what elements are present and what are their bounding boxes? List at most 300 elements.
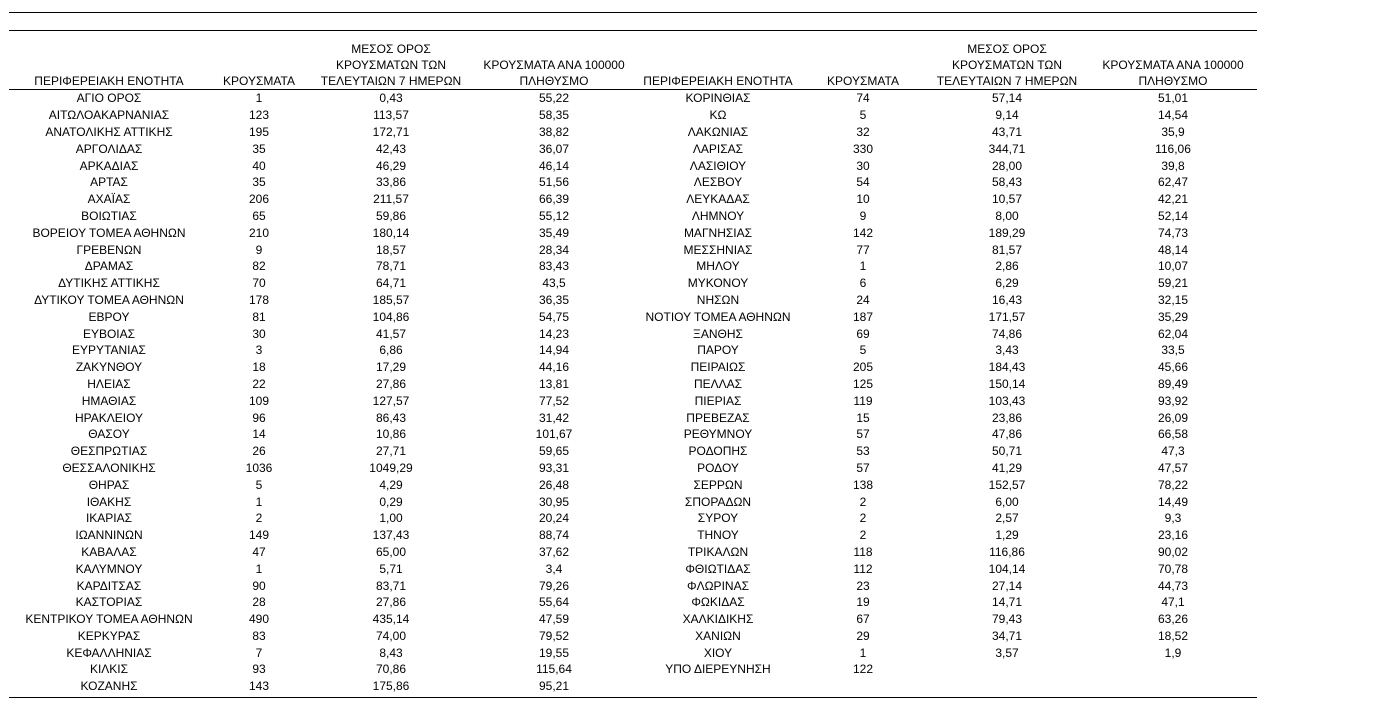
table-row [9, 224, 1257, 241]
table-row [9, 443, 1257, 460]
cell-avg7-right: 9,14 [995, 108, 1019, 123]
col-header-avg7-right: ΜΕΣΟΣ ΟΡΟΣ ΚΡΟΥΣΜΑΤΩΝ ΤΩΝ ΤΕΛΕΥΤΑΙΩΝ 7 ΗΜΕΡΩΝ [925, 38, 1089, 90]
cell-avg7-left: 6,86 [379, 343, 403, 358]
table-row [9, 124, 1257, 141]
cell-per100k-left: 95,21 [538, 679, 570, 694]
cell-region-left: ΕΥΒΟΙΑΣ [82, 326, 136, 341]
cell-cases-left: 30 [252, 326, 266, 341]
cell-cases-left: 82 [252, 259, 266, 274]
cell-per100k-right: 35,9 [1161, 124, 1185, 139]
cell-region-left: ΚΕΡΚΥΡΑΣ [77, 628, 141, 643]
cell-region-right: ΣΕΡΡΩΝ [693, 477, 743, 492]
cell-cases-left: 210 [248, 225, 270, 240]
cell-avg7-left: 1,00 [379, 511, 403, 526]
cell-per100k-left: 35,49 [538, 225, 570, 240]
cell-per100k-right: 51,01 [1157, 91, 1189, 106]
cell-region-left: ΕΥΡΥΤΑΝΙΑΣ [72, 343, 146, 358]
cell-cases-right: 122 [852, 662, 874, 677]
cell-cases-right: 142 [852, 225, 874, 240]
cell-per100k-left: 19,55 [538, 645, 570, 660]
cell-cases-left: 5 [255, 477, 263, 492]
table-row [9, 409, 1257, 426]
cell-cases-left: 1 [255, 494, 263, 509]
cell-per100k-right: 47,1 [1161, 595, 1185, 610]
table-row [9, 174, 1257, 191]
table-row [9, 644, 1257, 661]
table-row [9, 510, 1257, 527]
cell-cases-right: 24 [856, 292, 870, 307]
cell-avg7-left: 27,86 [375, 595, 407, 610]
cell-per100k-right: 42,21 [1157, 192, 1189, 207]
cell-avg7-right: 2,57 [995, 511, 1019, 526]
cell-avg7-right: 3,57 [995, 645, 1019, 660]
cell-avg7-right: 6,00 [995, 494, 1019, 509]
cell-per100k-left: 20,24 [538, 511, 570, 526]
cell-per100k-left: 36,35 [538, 292, 570, 307]
cell-avg7-right: 50,71 [991, 444, 1023, 459]
cell-avg7-left: 65,00 [375, 544, 407, 559]
cell-region-left: ΘΗΡΑΣ [88, 477, 130, 492]
cell-cases-left: 83 [252, 628, 266, 643]
cell-cases-left: 2 [255, 511, 263, 526]
cell-per100k-left: 55,22 [538, 91, 570, 106]
cell-region-right: ΡΟΔΟΥ [697, 460, 739, 475]
cell-per100k-right: 116,06 [1155, 141, 1191, 156]
cell-avg7-left: 59,86 [375, 208, 407, 223]
col-header-per100k-right: ΚΡΟΥΣΜΑΤΑ ΑΝΑ 100000 ΠΛΗΘΥΣΜΟ [1089, 38, 1257, 90]
table-row [9, 107, 1257, 124]
cell-per100k-right: 1,9 [1164, 645, 1182, 660]
cell-per100k-left: 59,65 [538, 444, 570, 459]
cell-cases-right: 6 [859, 276, 867, 291]
cell-per100k-right: 47,57 [1157, 460, 1189, 475]
cell-region-right: ΠΑΡΟΥ [697, 343, 739, 358]
cell-region-right: ΠΙΕΡΙΑΣ [694, 393, 742, 408]
regional-cases-table [9, 38, 1257, 695]
cell-region-left: ΔΥΤΙΚΟΥ ΤΟΜΕΑ ΑΘΗΝΩΝ [34, 292, 184, 307]
col-header-avg7-left: ΜΕΣΟΣ ΟΡΟΣ ΚΡΟΥΣΜΑΤΩΝ ΤΩΝ ΤΕΛΕΥΤΑΙΩΝ 7 ΗΜΕΡΩΝ [309, 38, 473, 90]
cell-cases-right: 1 [859, 259, 867, 274]
table-row [9, 140, 1257, 157]
cell-avg7-right: 8,00 [995, 208, 1019, 223]
table-row [9, 560, 1257, 577]
cell-region-right: ΝΗΣΩΝ [696, 292, 740, 307]
cell-per100k-left: 101,67 [535, 427, 573, 442]
cell-per100k-left: 38,82 [538, 124, 570, 139]
cell-per100k-left: 44,16 [538, 360, 570, 375]
cell-region-left: ΖΑΚΥΝΘΟΥ [75, 360, 143, 375]
cell-avg7-right: 79,43 [991, 612, 1023, 627]
cell-region-right [635, 678, 801, 695]
cell-region-left: ΑΡΓΟΛΙΔΑΣ [75, 141, 143, 156]
cell-region-right: ΛΑΚΩΝΙΑΣ [687, 124, 749, 139]
bottom-rule [9, 697, 1257, 698]
cell-cases-left: 143 [248, 679, 270, 694]
cell-avg7-left: 64,71 [375, 276, 407, 291]
cell-avg7-right: 47,86 [991, 427, 1023, 442]
cell-cases-left: 35 [252, 175, 266, 190]
cell-per100k-right: 47,3 [1161, 444, 1185, 459]
cell-avg7-right: 3,43 [995, 343, 1019, 358]
cell-cases-left: 96 [252, 410, 266, 425]
cell-per100k-left: 58,35 [538, 108, 570, 123]
cell-region-right: ΧΑΛΚΙΔΙΚΗΣ [682, 612, 754, 627]
cell-region-left: ΚΙΛΚΙΣ [89, 662, 129, 677]
cell-per100k-left: 115,64 [536, 662, 572, 677]
cell-per100k-left: 26,48 [538, 477, 570, 492]
cell-per100k-right [1089, 678, 1257, 695]
cell-cases-right: 138 [852, 477, 874, 492]
cell-per100k-left: 88,74 [538, 528, 570, 543]
cell-region-right: ΠΕΛΛΑΣ [693, 376, 743, 391]
cell-cases-left: 9 [255, 242, 263, 257]
col-header-cases-right: ΚΡΟΥΣΜΑΤΑ [801, 38, 925, 90]
cell-cases-right: 119 [853, 393, 873, 408]
cell-avg7-right: 27,14 [991, 578, 1023, 593]
cell-region-left: ΒΟΡΕΙΟΥ ΤΟΜΕΑ ΑΘΗΝΩΝ [32, 225, 186, 240]
cell-cases-left: 28 [252, 595, 266, 610]
cell-avg7-right: 14,71 [991, 595, 1023, 610]
cell-cases-left: 47 [252, 544, 266, 559]
cell-region-left: ΗΜΑΘΙΑΣ [81, 393, 137, 408]
cell-cases-right: 9 [859, 208, 867, 223]
cell-per100k-right: 26,09 [1157, 410, 1189, 425]
cell-avg7-right: 57,14 [991, 91, 1023, 106]
table-row [9, 308, 1257, 325]
cell-region-left: ΚΑΛΥΜΝΟΥ [75, 561, 143, 576]
cell-per100k-right: 62,04 [1157, 326, 1189, 341]
cell-avg7-right: 41,29 [991, 460, 1023, 475]
cell-cases-right: 1 [859, 645, 867, 660]
cell-avg7-right: 81,57 [991, 242, 1023, 257]
cell-region-right: ΚΟΡΙΝΘΙΑΣ [685, 91, 751, 106]
cell-cases-left: 26 [252, 444, 266, 459]
table-row [9, 476, 1257, 493]
cell-cases-left: 3 [255, 343, 263, 358]
cell-avg7-left: 1049,29 [369, 460, 413, 475]
cell-per100k-right: 90,02 [1157, 544, 1189, 559]
cell-per100k-left: 55,12 [538, 208, 570, 223]
cell-avg7-right: 152,57 [988, 477, 1026, 492]
table-row [9, 342, 1257, 359]
cell-region-left: ΘΕΣΣΑΛΟΝΙΚΗΣ [62, 460, 156, 475]
cell-avg7-left: 175,86 [372, 679, 410, 694]
cell-cases-right: 53 [856, 444, 870, 459]
table-body [9, 90, 1257, 695]
cell-region-right: ΜΗΛΟΥ [696, 259, 740, 274]
cell-per100k-right: 74,73 [1157, 225, 1189, 240]
cell-cases-left: 178 [248, 292, 270, 307]
cell-avg7-right: 10,57 [991, 192, 1023, 207]
cell-cases-left: 149 [248, 528, 270, 543]
cell-avg7-left: 185,57 [372, 292, 410, 307]
cell-region-right: ΛΕΥΚΑΔΑΣ [686, 192, 750, 207]
cell-per100k-right [1089, 661, 1257, 678]
cell-per100k-right: 44,73 [1157, 578, 1189, 593]
cell-avg7-left: 70,86 [375, 662, 407, 677]
cell-per100k-right: 62,47 [1157, 175, 1189, 190]
cell-cases-right [801, 678, 925, 695]
cell-region-left: ΔΥΤΙΚΗΣ ΑΤΤΙΚΗΣ [58, 276, 160, 291]
cell-avg7-right: 116,86 [989, 544, 1025, 559]
cell-region-left: ΒΟΙΩΤΙΑΣ [81, 208, 137, 223]
cell-per100k-left: 14,94 [538, 343, 570, 358]
cell-per100k-left: 51,56 [538, 175, 570, 190]
cell-region-right: ΛΕΣΒΟΥ [693, 175, 743, 190]
cell-avg7-left: 113,57 [373, 108, 409, 123]
cell-avg7-left: 0,29 [379, 494, 403, 509]
cell-region-right: ΜΑΓΝΗΣΙΑΣ [683, 225, 753, 240]
table-row [9, 359, 1257, 376]
cell-region-left: ΙΘΑΚΗΣ [86, 494, 132, 509]
cell-cases-right: 69 [856, 326, 870, 341]
cell-per100k-right: 14,54 [1157, 108, 1189, 123]
cell-per100k-left: 47,59 [538, 612, 570, 627]
cell-avg7-right: 58,43 [991, 175, 1023, 190]
cell-per100k-left: 77,52 [538, 393, 570, 408]
cell-per100k-left: 13,81 [538, 376, 570, 391]
col-header-region-left: ΠΕΡΙΦΕΡΕΙΑΚΗ ΕΝΟΤΗΤΑ [9, 38, 209, 90]
cell-cases-right: 57 [856, 460, 870, 475]
cell-per100k-right: 59,21 [1157, 276, 1189, 291]
cell-per100k-right: 93,92 [1157, 393, 1189, 408]
cell-per100k-right: 35,29 [1157, 309, 1189, 324]
cell-per100k-right: 33,5 [1161, 343, 1185, 358]
cell-cases-right: 5 [859, 343, 867, 358]
cell-region-right: ΥΠΟ ΔΙΕΡΕΥΝΗΣΗ [665, 662, 771, 677]
cell-region-right: ΜΥΚΟΝΟΥ [687, 276, 749, 291]
cell-per100k-left: 30,95 [538, 494, 570, 509]
cell-avg7-left: 33,86 [375, 175, 407, 190]
cell-per100k-left: 66,39 [538, 192, 570, 207]
cell-per100k-right: 52,14 [1157, 208, 1189, 223]
table-row [9, 460, 1257, 477]
cell-region-right: ΣΥΡΟΥ [697, 511, 739, 526]
table-row [9, 241, 1257, 258]
cell-per100k-right: 78,22 [1157, 477, 1189, 492]
cell-region-left: ΑΡΤΑΣ [90, 175, 128, 190]
top-rule [9, 12, 1257, 13]
cell-region-right: ΧΑΝΙΩΝ [695, 628, 741, 643]
cell-avg7-left: 18,57 [375, 242, 407, 257]
cell-region-right: ΡΕΘΥΜΝΟΥ [683, 427, 753, 442]
cell-cases-left: 123 [248, 108, 270, 123]
cell-cases-left: 81 [252, 309, 266, 324]
cell-avg7-right: 150,14 [988, 376, 1026, 391]
table-row [9, 661, 1257, 678]
cell-cases-right: 118 [853, 544, 873, 559]
cell-avg7-right: 74,86 [991, 326, 1023, 341]
cell-avg7-right: 6,29 [995, 276, 1019, 291]
cell-avg7-left: 435,14 [372, 612, 410, 627]
cell-per100k-right: 63,26 [1157, 612, 1189, 627]
cell-region-left: ΚΑΡΔΙΤΣΑΣ [76, 578, 142, 593]
cell-region-right: ΞΑΝΘΗΣ [693, 326, 743, 341]
cell-avg7-left: 42,43 [375, 141, 407, 156]
cell-avg7-left: 86,43 [375, 410, 407, 425]
cell-cases-right: 5 [859, 108, 867, 123]
table-row [9, 493, 1257, 510]
cell-avg7-right: 43,71 [991, 124, 1023, 139]
cell-cases-right: 32 [856, 124, 870, 139]
table-row [9, 258, 1257, 275]
table-row [9, 544, 1257, 561]
cell-avg7-left: 17,29 [375, 360, 407, 375]
cell-region-right: ΦΩΚΙΔΑΣ [691, 595, 745, 610]
cell-region-right: ΝΟΤΙΟΥ ΤΟΜΕΑ ΑΘΗΝΩΝ [645, 309, 791, 324]
cell-avg7-right [925, 678, 1089, 695]
table-row [9, 611, 1257, 628]
cell-per100k-left: 36,07 [538, 141, 570, 156]
cell-cases-right: 330 [852, 141, 874, 156]
cell-cases-left: 1036 [245, 460, 273, 475]
cell-avg7-left: 5,71 [379, 561, 403, 576]
cell-cases-left: 14 [252, 427, 266, 442]
cell-avg7-right: 344,71 [988, 141, 1026, 156]
cell-per100k-left: 14,23 [538, 326, 570, 341]
cell-cases-right: 67 [856, 612, 870, 627]
cell-per100k-right: 39,8 [1161, 158, 1185, 173]
cell-avg7-right: 2,86 [995, 259, 1019, 274]
cell-avg7-left: 180,14 [372, 225, 410, 240]
cell-avg7-left: 27,86 [375, 376, 407, 391]
table-row [9, 594, 1257, 611]
table-row [9, 292, 1257, 309]
cell-region-right: ΛΑΣΙΘΙΟΥ [689, 158, 747, 173]
cell-per100k-right: 23,16 [1157, 528, 1189, 543]
cell-cases-right: 29 [856, 628, 870, 643]
cell-avg7-left: 46,29 [375, 158, 407, 173]
cell-cases-right: 125 [852, 376, 874, 391]
cell-cases-right: 15 [856, 410, 870, 425]
cell-cases-left: 70 [252, 276, 266, 291]
cell-region-left: ΑΓΙΟ ΟΡΟΣ [76, 91, 142, 106]
cell-avg7-left: 104,86 [372, 309, 410, 324]
cell-avg7-right: 16,43 [991, 292, 1023, 307]
cell-avg7-left: 78,71 [375, 259, 407, 274]
cell-avg7-right [925, 661, 1089, 678]
table-row [9, 325, 1257, 342]
table-row [9, 426, 1257, 443]
cell-region-left: ΘΑΣΟΥ [88, 427, 130, 442]
cell-region-left: ΔΡΑΜΑΣ [84, 259, 134, 274]
table-row [9, 376, 1257, 393]
cell-region-right: ΧΙΟΥ [703, 645, 733, 660]
cell-per100k-left: 28,34 [538, 242, 570, 257]
cell-region-right: ΤΡΙΚΑΛΩΝ [687, 544, 749, 559]
cell-region-left: ΑΝΑΤΟΛΙΚΗΣ ΑΤΤΙΚΗΣ [45, 124, 173, 139]
cell-avg7-left: 0,43 [379, 91, 403, 106]
header-rule [9, 30, 1257, 31]
cell-cases-left: 1 [255, 91, 263, 106]
cell-cases-right: 205 [852, 360, 874, 375]
cell-region-left: ΘΕΣΠΡΩΤΙΑΣ [70, 444, 148, 459]
cell-per100k-right: 70,78 [1157, 561, 1189, 576]
cell-per100k-left: 54,75 [538, 309, 570, 324]
cell-per100k-right: 32,15 [1157, 292, 1189, 307]
cell-avg7-right: 103,43 [988, 393, 1026, 408]
cell-cases-right: 77 [856, 242, 870, 257]
cell-avg7-left: 4,29 [379, 477, 403, 492]
cell-per100k-right: 18,52 [1157, 628, 1189, 643]
cell-cases-right: 112 [853, 561, 873, 576]
cell-cases-left: 195 [248, 124, 270, 139]
cell-cases-left: 35 [252, 141, 266, 156]
cell-region-right: ΦΛΩΡΙΝΑΣ [687, 578, 749, 593]
cell-per100k-left: 79,26 [538, 578, 570, 593]
cell-cases-right: 54 [856, 175, 870, 190]
cell-cases-left: 90 [252, 578, 266, 593]
cell-region-left: ΚΑΣΤΟΡΙΑΣ [75, 595, 143, 610]
cell-avg7-left: 41,57 [375, 326, 407, 341]
cell-cases-left: 109 [248, 393, 270, 408]
cell-cases-left: 93 [252, 662, 266, 677]
table-row [9, 527, 1257, 544]
cell-avg7-right: 184,43 [988, 360, 1026, 375]
cell-avg7-right: 189,29 [988, 225, 1026, 240]
cell-region-right: ΚΩ [709, 108, 727, 123]
cell-cases-left: 22 [252, 376, 266, 391]
cell-per100k-left: 55,64 [538, 595, 570, 610]
cell-avg7-right: 28,00 [991, 158, 1023, 173]
cell-region-left: ΚΑΒΑΛΑΣ [81, 544, 137, 559]
cell-per100k-left: 43,5 [542, 276, 566, 291]
cell-cases-right: 23 [856, 578, 870, 593]
cell-per100k-right: 48,14 [1157, 242, 1189, 257]
table-row [9, 208, 1257, 225]
cell-per100k-right: 14,49 [1157, 494, 1189, 509]
table-row [9, 90, 1257, 107]
cell-avg7-left: 27,71 [375, 444, 407, 459]
table-row [9, 628, 1257, 645]
cell-per100k-right: 10,07 [1157, 259, 1189, 274]
cell-per100k-left: 79,52 [538, 628, 570, 643]
cell-region-left: ΙΚΑΡΙΑΣ [85, 511, 133, 526]
table-row [9, 577, 1257, 594]
cell-avg7-left: 83,71 [375, 578, 407, 593]
cell-avg7-right: 104,14 [988, 561, 1026, 576]
col-header-region-right: ΠΕΡΙΦΕΡΕΙΑΚΗ ΕΝΟΤΗΤΑ [635, 38, 801, 90]
cell-per100k-left: 31,42 [538, 410, 570, 425]
cell-avg7-right: 1,29 [995, 528, 1019, 543]
cell-cases-right: 10 [856, 192, 870, 207]
cell-cases-right: 74 [856, 91, 870, 106]
cell-per100k-left: 46,14 [538, 158, 570, 173]
cell-cases-right: 57 [856, 427, 870, 442]
col-header-per100k-left: ΚΡΟΥΣΜΑΤΑ ΑΝΑ 100000 ΠΛΗΘΥΣΜΟ [473, 38, 635, 90]
cell-region-left: ΑΧΑΪΑΣ [87, 192, 131, 207]
cell-region-right: ΜΕΣΣΗΝΙΑΣ [683, 242, 753, 257]
cell-region-right: ΤΗΝΟΥ [697, 528, 739, 543]
cell-region-left: ΗΛΕΙΑΣ [87, 376, 131, 391]
cell-cases-right: 19 [856, 595, 870, 610]
cell-cases-left: 1 [255, 561, 263, 576]
header-row [9, 38, 1257, 90]
cell-per100k-left: 83,43 [538, 259, 570, 274]
col-header-cases-left: ΚΡΟΥΣΜΑΤΑ [209, 38, 309, 90]
cell-cases-right: 30 [856, 158, 870, 173]
cell-cases-right: 2 [859, 511, 867, 526]
cell-cases-left: 65 [252, 208, 266, 223]
cell-avg7-left: 137,43 [372, 528, 410, 543]
cell-cases-left: 206 [248, 192, 270, 207]
cell-cases-left: 18 [252, 360, 266, 375]
cell-region-right: ΠΡΕΒΕΖΑΣ [686, 410, 750, 425]
cell-per100k-left: 93,31 [538, 460, 570, 475]
cell-per100k-right: 9,3 [1164, 511, 1182, 526]
cell-region-right: ΛΑΡΙΣΑΣ [692, 141, 744, 156]
cell-per100k-right: 89,49 [1157, 376, 1189, 391]
